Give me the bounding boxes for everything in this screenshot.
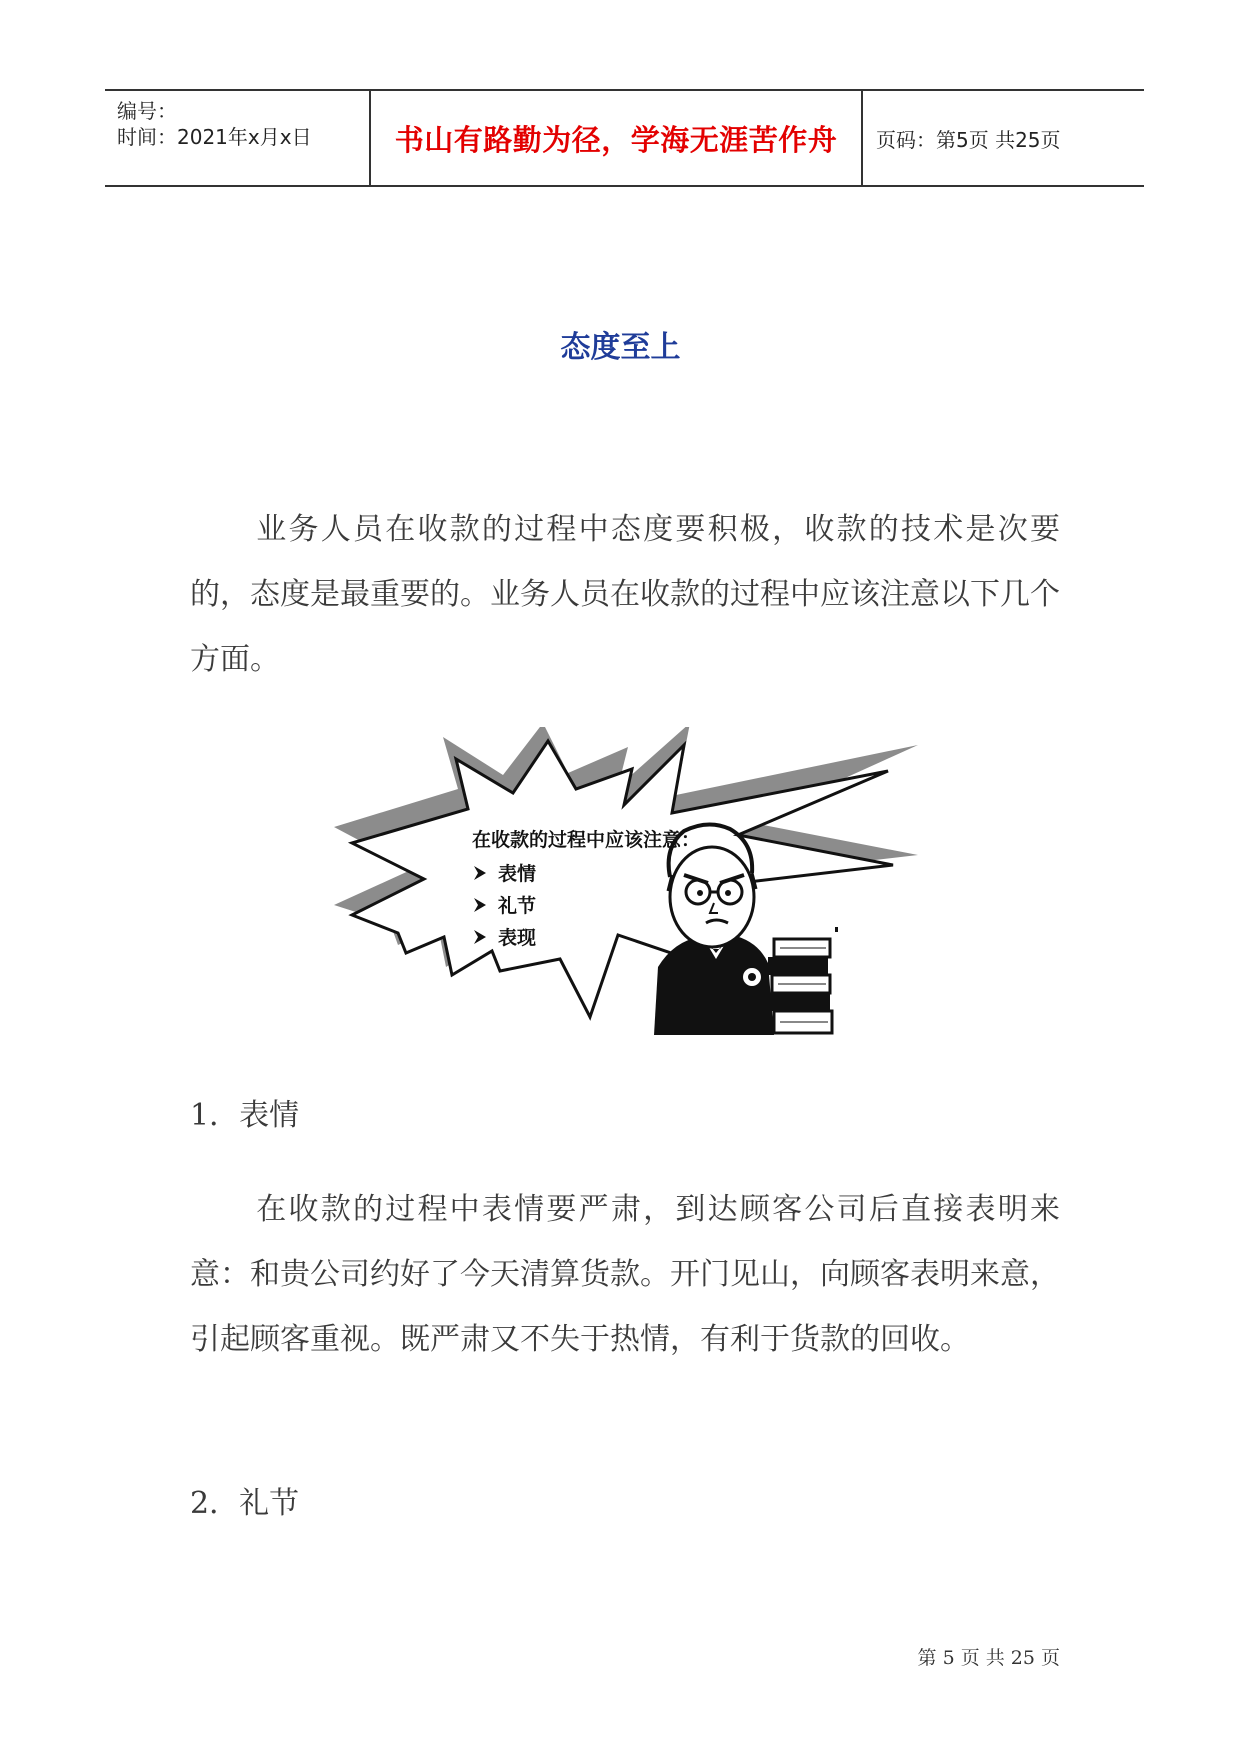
page-title: 态度至上 (560, 330, 681, 365)
intro-text: 业务人员在收款的过程中态度要积极，收款的技术是次要的，态度是最重要的。业务人员在收款的过程中应该注意以下几个方面。 (190, 512, 1060, 677)
header-motto: 书山有路勤为径，学海无涯苦作舟 (394, 122, 838, 157)
illustration-caption: 在收款的过程中应该注意： (472, 829, 701, 851)
section-heading-expression: 1．表情 (190, 1098, 300, 1133)
intro-paragraph (190, 497, 1060, 692)
illustration-graphic (328, 727, 918, 1037)
section-heading-etiquette: 2．礼节 (190, 1486, 300, 1521)
books-stack-icon (768, 927, 838, 1033)
page-footer: 第 5 页 共 25 页 (917, 1647, 1060, 1669)
header-motto-cell (371, 91, 863, 185)
section-paragraph-expression (190, 1177, 1060, 1372)
illustration-item: 表现 (498, 927, 537, 949)
document-number-label: 编号： (117, 99, 177, 123)
section-text: 在收款的过程中表情要严肃，到达顾客公司后直接表明来意：和贵公司约好了今天清算货款。开门见山，向顾客表明来意，引起顾客重视。既严肃又不失于热情，有利于货款的回收。 (190, 1192, 1060, 1357)
illustration-item: 礼节 (498, 895, 537, 917)
header-page-cell (863, 91, 1144, 185)
page-header (105, 89, 1144, 187)
document-time-label: 时间：2021年x月x日 (117, 125, 312, 149)
illustration (328, 727, 918, 1037)
header-page-code: 页码：第5页 共25页 (876, 127, 1061, 152)
illustration-item: 表情 (498, 863, 537, 885)
header-meta-cell (105, 91, 371, 185)
